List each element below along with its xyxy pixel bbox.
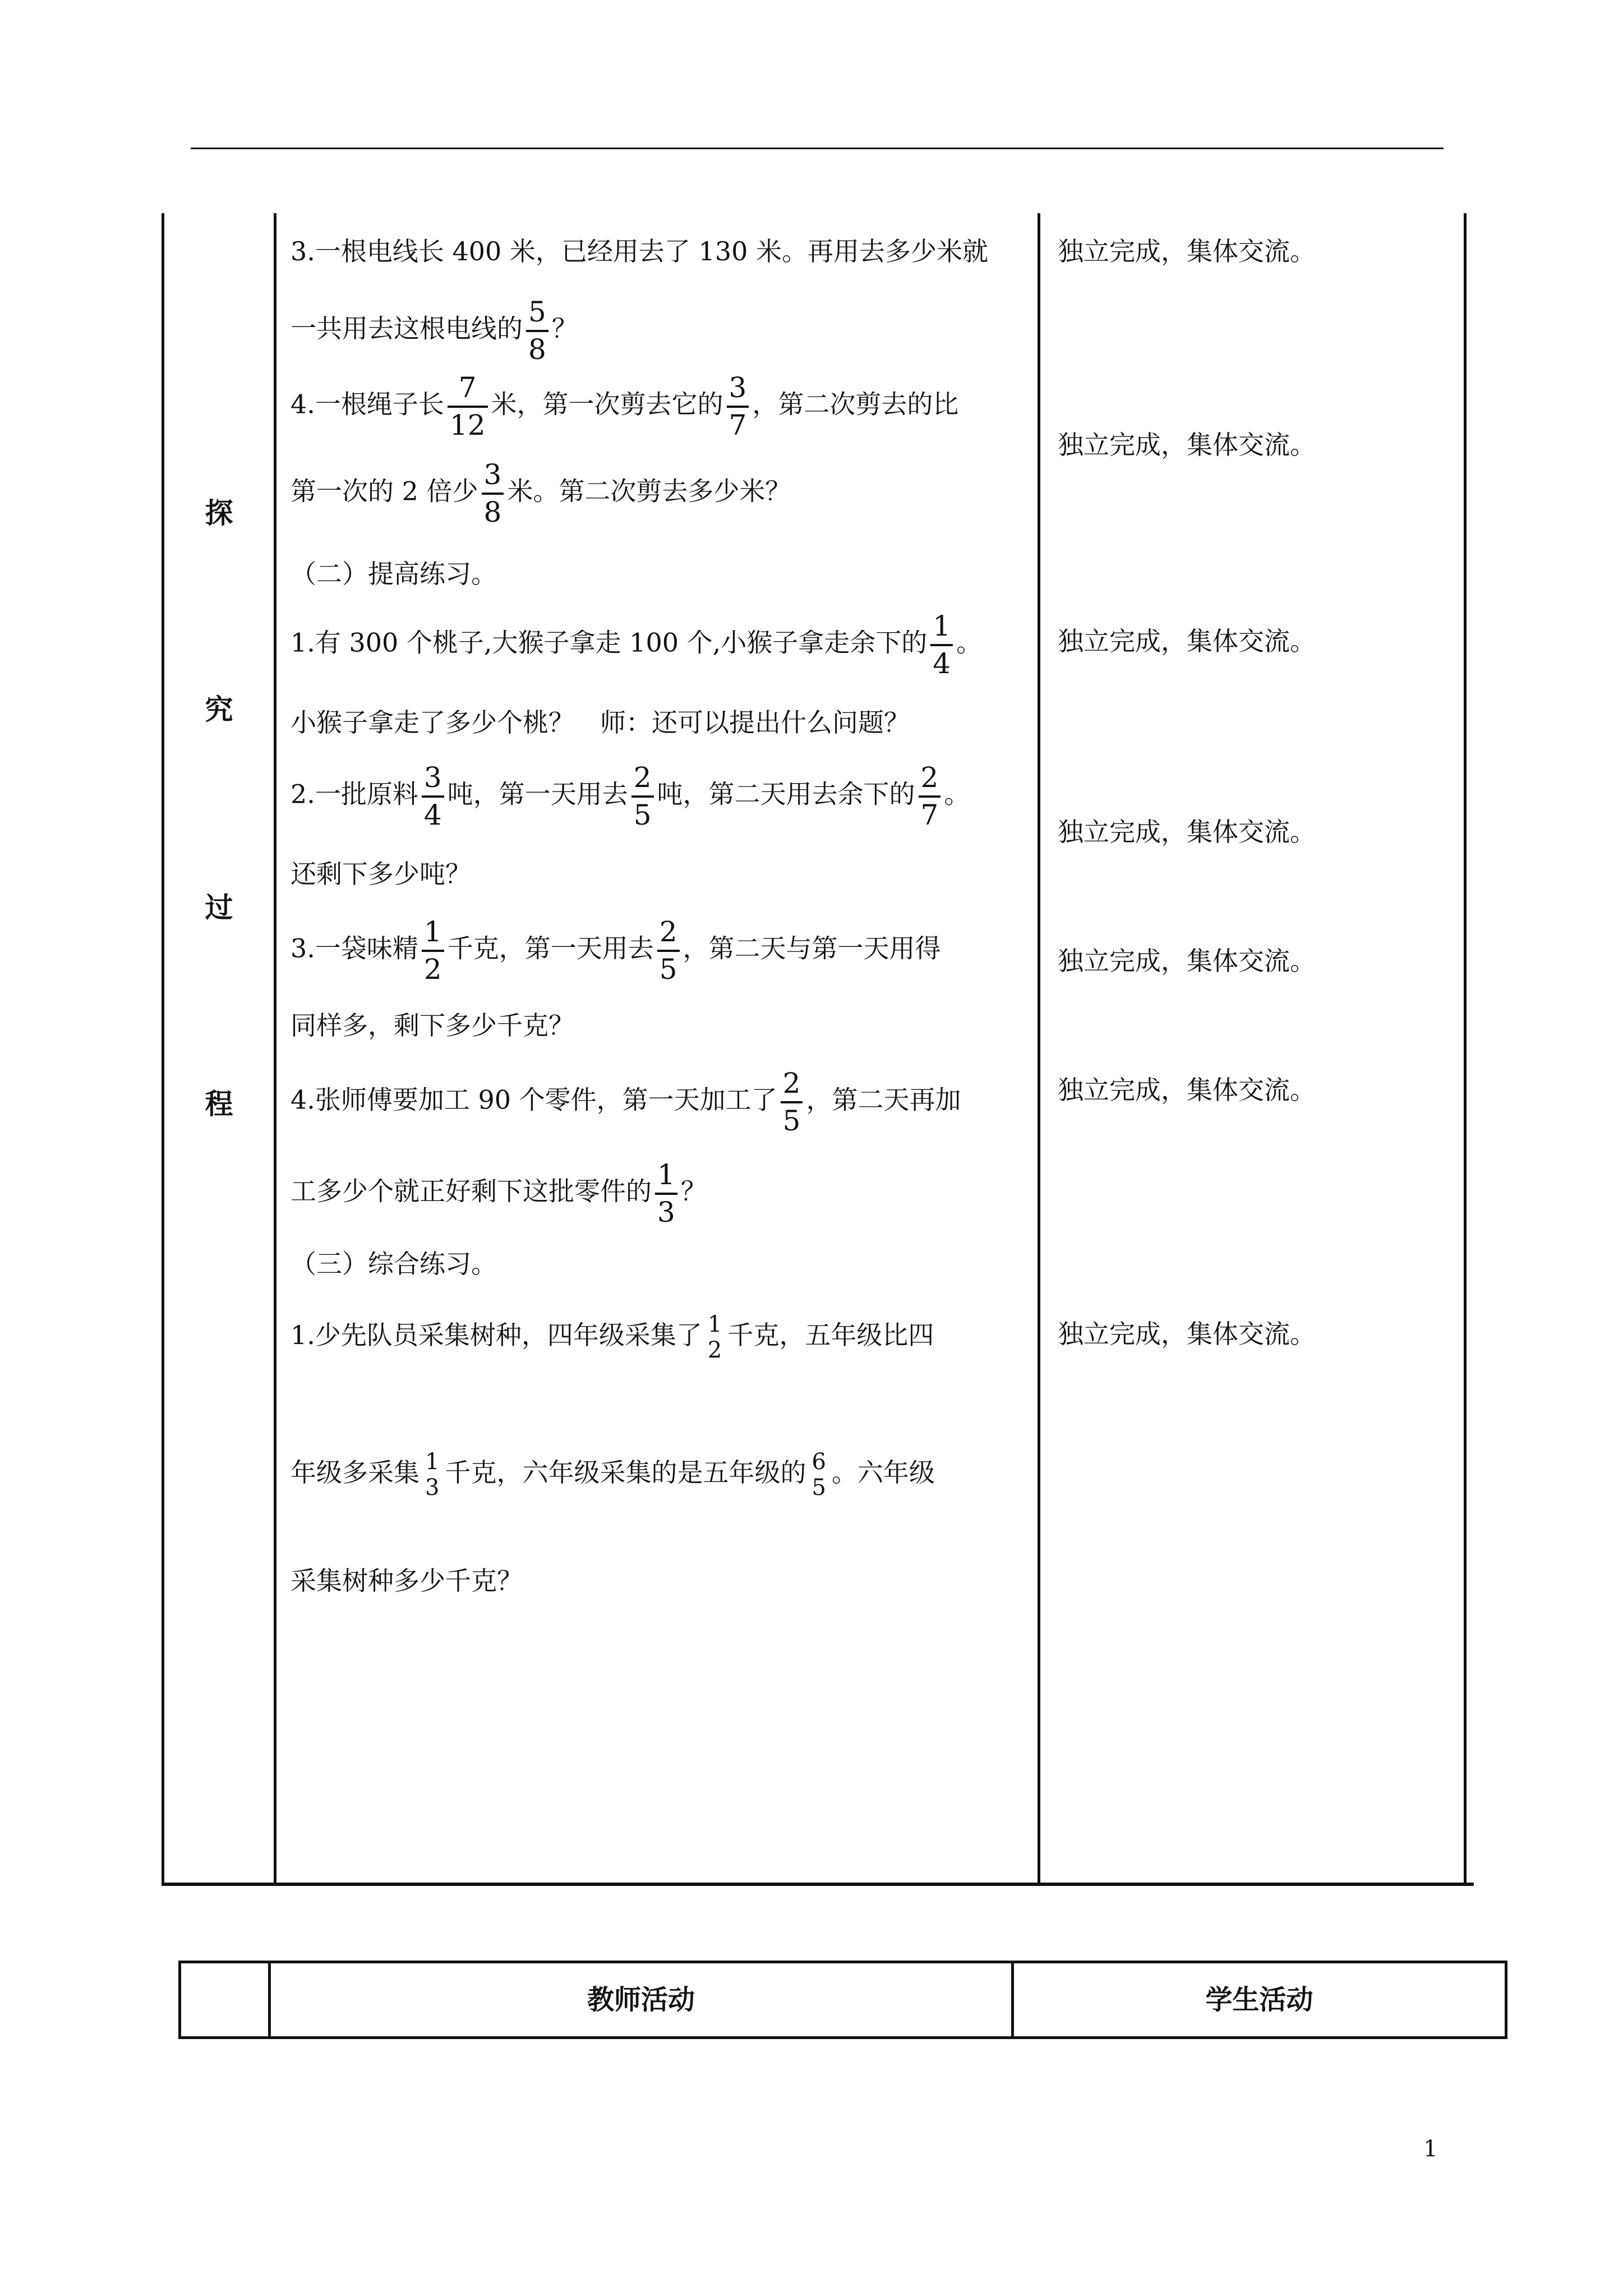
fraction-denominator: 12	[449, 408, 486, 441]
activity-header-table	[178, 1961, 1507, 2039]
question-3-line-2	[291, 297, 578, 364]
practice-4-line-1	[291, 1069, 961, 1135]
fraction-denominator: 7	[920, 798, 939, 831]
practice-3-text: ，第二天与第一天用得	[683, 933, 941, 964]
question-4-line-2	[291, 460, 791, 527]
practice-1-line-2: 小猴子拿走了多少个桃？ 师：还可以提出什么问题？	[291, 707, 910, 738]
fraction-denominator: 7	[728, 408, 747, 441]
side-label-char: 究	[205, 693, 233, 726]
fraction-denominator: 5	[782, 1104, 801, 1137]
fraction-numerator: 1	[707, 1312, 722, 1337]
table-border-right	[1464, 213, 1467, 1886]
fraction-bar	[657, 950, 680, 952]
fraction-bar	[422, 795, 444, 798]
fraction	[706, 1313, 724, 1362]
fraction-bar	[919, 795, 941, 798]
practice-1-text: 1.有 300 个桃子,大猴子拿走 100 个,小猴子拿走余下的	[291, 627, 928, 658]
practice-4-text: ，第二天再加	[806, 1084, 961, 1115]
fraction-bar	[655, 1193, 677, 1195]
question-4-text: ，第二次剪去的比	[752, 389, 959, 420]
table-border-left	[162, 213, 164, 1886]
fraction-numerator: 6	[811, 1449, 826, 1475]
practice-3-text: 千克，第一天用去	[447, 933, 654, 964]
comprehensive-1-text: 年级多采集	[291, 1457, 419, 1488]
fraction	[482, 460, 504, 527]
fraction-denominator: 2	[423, 953, 442, 986]
fraction-numerator: 1	[657, 1158, 675, 1191]
fraction-denominator: 8	[483, 495, 502, 528]
fraction	[727, 373, 749, 440]
header-rule	[191, 148, 1444, 149]
fraction-bar	[631, 795, 654, 798]
fraction-denominator: 5	[659, 953, 677, 986]
fraction	[422, 763, 444, 830]
fraction	[809, 1450, 828, 1499]
fraction	[919, 763, 941, 830]
practice-3-line-1	[291, 917, 941, 984]
practice-1-text: 。	[956, 627, 983, 658]
section-heading: （三）综合练习。	[291, 1249, 497, 1279]
fraction-numerator: 3	[483, 458, 502, 491]
fraction-numerator: 2	[633, 761, 652, 794]
question-4-text: 4.一根绳子长	[291, 389, 444, 420]
fraction-numerator: 7	[458, 371, 477, 404]
practice-2-line-1	[291, 763, 970, 830]
comprehensive-1-text: 。六年级	[831, 1457, 935, 1488]
fraction-numerator: 5	[528, 296, 546, 328]
question-4-line-1	[291, 373, 958, 440]
fraction-numerator: 1	[425, 1449, 440, 1475]
fraction-bar	[727, 406, 749, 408]
fraction-bar	[781, 1101, 803, 1103]
question-4-text: 米，第一次剪去它的	[491, 389, 723, 420]
fraction	[631, 763, 654, 830]
student-activity: 独立完成，集体交流。	[1058, 1319, 1316, 1349]
practice-3-line-2: 同样多，剩下多少千克？	[291, 1010, 574, 1041]
section-heading: （二）提高练习。	[291, 559, 497, 589]
practice-4-text: 4.张师傅要加工 90 个零件，第一天加工了	[291, 1084, 777, 1115]
practice-2-text: 。	[944, 779, 970, 809]
student-activity: 独立完成，集体交流。	[1058, 817, 1316, 847]
fraction	[423, 1450, 441, 1499]
side-label-char: 程	[205, 1087, 233, 1120]
fraction-denominator: 4	[933, 647, 951, 680]
student-activity: 独立完成，集体交流。	[1058, 1075, 1316, 1105]
comprehensive-1-text: 千克，六年级采集的是五年级的	[445, 1457, 806, 1488]
comprehensive-1-line-2	[291, 1450, 935, 1499]
table-divider-1	[274, 213, 276, 1886]
practice-2-text: 吨，第一天用去	[447, 779, 628, 809]
fraction-denominator: 4	[423, 798, 442, 831]
side-label-char: 过	[205, 891, 233, 924]
fraction-bar	[448, 406, 488, 408]
question-4-text: 第一次的 2 倍少	[291, 476, 478, 507]
practice-3-text: 3.一袋味精	[291, 933, 418, 964]
practice-2-line-2: 还剩下多少吨？	[291, 859, 471, 889]
question-3-line-1: 3.一根电线长 400 米，已经用去了 130 米。再用去多少米就	[291, 236, 988, 266]
page-number: 1	[1423, 2136, 1438, 2162]
fraction-denominator: 5	[811, 1475, 826, 1501]
fraction-bar	[422, 950, 444, 952]
fraction-numerator: 1	[933, 610, 951, 642]
fraction-numerator: 2	[920, 761, 939, 794]
table-border-bottom	[162, 1883, 1474, 1886]
comprehensive-1-line-3: 采集树种多少千克？	[291, 1566, 523, 1596]
practice-2-text: 吨，第二天用去余下的	[657, 779, 915, 809]
comprehensive-1-line-1	[291, 1313, 934, 1362]
fraction	[655, 1160, 677, 1227]
fraction-bar	[482, 493, 504, 495]
lesson-table	[162, 213, 1474, 1886]
fraction	[930, 611, 953, 678]
fraction	[526, 297, 548, 364]
fraction-denominator: 3	[657, 1195, 675, 1228]
practice-4-text: ？	[680, 1176, 707, 1207]
fraction-bar	[930, 644, 953, 646]
fraction-numerator: 2	[782, 1067, 801, 1099]
teacher-activity-header: 教师活动	[587, 1984, 695, 2016]
fraction-numerator: 2	[659, 915, 677, 948]
comprehensive-1-text: 1.少先队员采集树种，四年级采集了	[291, 1320, 702, 1350]
practice-4-line-2	[291, 1160, 707, 1227]
fraction-denominator: 2	[707, 1337, 722, 1363]
practice-4-text: 工多少个就正好剩下这批零件的	[291, 1176, 652, 1207]
fraction-denominator: 5	[633, 798, 652, 831]
practice-2-text: 2.一批原料	[291, 779, 418, 809]
fraction-numerator: 3	[728, 371, 747, 404]
student-activity: 独立完成，集体交流。	[1058, 236, 1316, 266]
fraction-numerator: 1	[423, 915, 442, 948]
student-activity: 独立完成，集体交流。	[1058, 626, 1316, 656]
student-activity-header: 学生活动	[1205, 1984, 1313, 2016]
fraction-denominator: 8	[528, 333, 546, 366]
comprehensive-1-text: 千克，五年级比四	[727, 1320, 934, 1350]
question-3-end: ？	[551, 313, 578, 344]
fraction-bar	[526, 330, 548, 332]
practice-1-line-1	[291, 611, 982, 678]
fraction	[422, 917, 444, 984]
question-4-text: 米。第二次剪去多少米？	[507, 476, 791, 507]
table-divider-2	[1038, 213, 1040, 1886]
fraction	[448, 373, 488, 440]
side-label-char: 探	[205, 496, 233, 530]
student-activity: 独立完成，集体交流。	[1058, 946, 1316, 976]
fraction	[781, 1069, 803, 1135]
student-activity: 独立完成，集体交流。	[1058, 430, 1316, 460]
question-3-text: 一共用去这根电线的	[291, 313, 523, 344]
fraction	[657, 917, 680, 984]
fraction-denominator: 3	[425, 1475, 440, 1501]
fraction-numerator: 3	[423, 761, 442, 794]
